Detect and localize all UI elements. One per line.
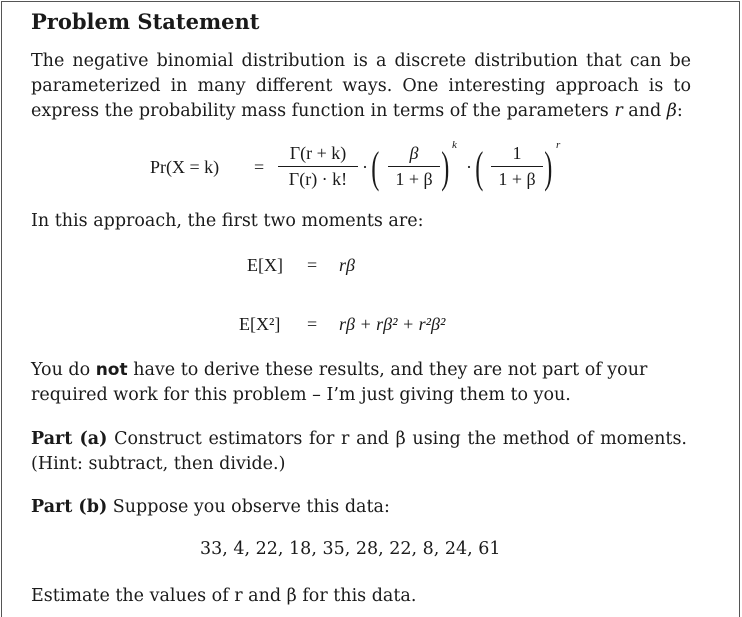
problem-title: Problem Statement <box>31 9 260 34</box>
moment-2-lhs: E[X²] <box>239 314 281 334</box>
moment-2-equals: = <box>307 314 318 334</box>
fraction-bar <box>388 166 440 167</box>
closing-instruction: Estimate the values of r and β for this data. <box>31 586 417 606</box>
formula-dot-1: · <box>362 157 368 177</box>
left-paren-1: ( <box>371 143 380 192</box>
gamma-denominator: Γ(r) · k! <box>288 169 348 189</box>
formula-lhs: Pr(X = k) <box>150 157 220 177</box>
part-a <box>31 427 687 477</box>
note-before: You do <box>31 360 96 380</box>
part-b-label: Part (b) <box>31 497 108 517</box>
moments-intro: In this approach, the first two moments are: <box>31 211 424 231</box>
part-b <box>31 495 390 520</box>
one-numerator: 1 <box>512 143 522 163</box>
fraction-bar <box>278 166 358 167</box>
gamma-numerator: Γ(r + k) <box>289 143 347 163</box>
note-paragraph <box>31 358 687 408</box>
moment-2-rhs: rβ + rβ² + r²β² <box>339 314 446 334</box>
intro-text: The negative binomial distribution is a discrete distribution that can be parameterized in many different ways. One interesting approach is to express the probability mass function in terms of the parameters <box>31 51 691 121</box>
intro-r: r <box>614 101 623 121</box>
intro-paragraph <box>31 49 691 124</box>
fraction-bar <box>491 166 543 167</box>
beta-numerator: β <box>409 143 419 163</box>
note-bold-not: not <box>95 360 128 380</box>
right-paren-2: ) <box>544 143 553 192</box>
right-paren-1: ) <box>441 143 450 192</box>
gamma-fraction <box>278 143 358 190</box>
one-fraction <box>491 143 543 190</box>
beta-fraction <box>388 143 440 190</box>
note-after: have to derive these results, and they are not part of your required work for this problem – I’m just giving them to you. <box>31 360 648 405</box>
one-denominator: 1 + β <box>498 169 536 189</box>
observed-data: 33, 4, 22, 18, 35, 28, 22, 8, 24, 61 <box>200 539 501 559</box>
part-a-label: Part (a) <box>31 429 108 449</box>
moment-1-lhs: E[X] <box>247 255 283 275</box>
moment-1-equals: = <box>307 255 318 275</box>
exponent-r: r <box>556 139 561 151</box>
left-paren-2: ( <box>475 143 484 192</box>
intro-beta: β <box>666 101 677 121</box>
exponent-k: k <box>452 139 457 151</box>
part-a-text: Construct estimators for r and β using the method of moments. (Hint: subtract, then divide.) <box>31 429 688 474</box>
intro-colon: : <box>676 101 683 121</box>
moment-1-rhs: rβ <box>339 255 355 275</box>
formula-equals: = <box>254 157 265 177</box>
beta-denominator: 1 + β <box>395 169 433 189</box>
formula-dot-2: · <box>466 157 472 177</box>
intro-and: and <box>628 101 662 121</box>
pmf-formula <box>150 140 580 200</box>
part-b-text: Suppose you observe this data: <box>107 497 390 517</box>
